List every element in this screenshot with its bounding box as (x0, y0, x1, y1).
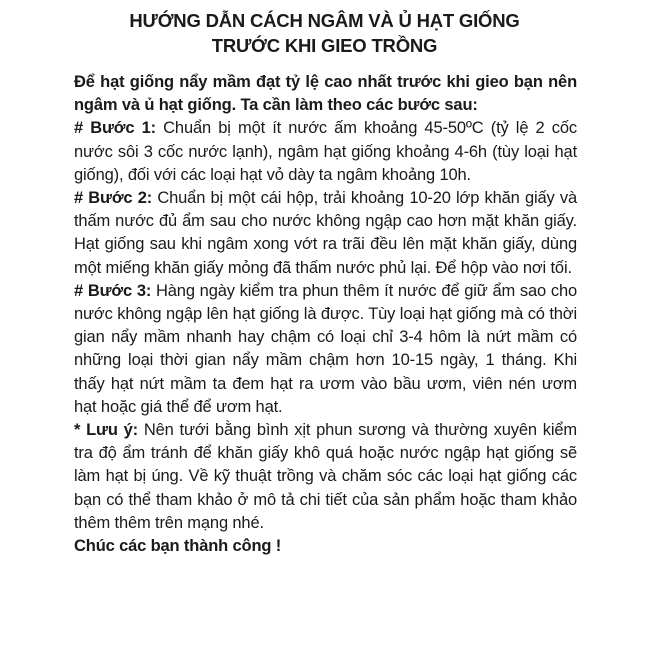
step-3-label: # Bước 3: (74, 281, 152, 300)
title-line-2: TRƯỚC KHI GIEO TRỒNG (211, 35, 438, 56)
step-2-text: Chuẩn bị một cái hộp, trải khoảng 10-20 lớp khăn giấy và thấm nước đủ ẩm sau cho nước không ngập cao hơn mặt khăn giấy. Hạt giống sau khi ngâm xong vớt ra trãi đều lên mặt khăn giấy, dùng một miếng khăn giấy mỏng đã thấm nước phủ lại. Để hộp vào nơi tối. (74, 189, 578, 277)
step-1-text: Chuẩn bị một ít nước ấm khoảng 45-50ºC (tỷ lệ 2 cốc nước sôi 3 cốc nước lạnh), ngâm hạt giống khoảng 4-6h (tùy loại hạt giống), đối với các loại hạt vỏ dày ta ngâm khoảng 10h. (74, 119, 577, 184)
note-label: * Lưu ý: (74, 421, 139, 440)
step-3-paragraph (74, 280, 577, 419)
step-2-paragraph (74, 187, 577, 280)
step-1-paragraph (74, 117, 577, 187)
note-paragraph (74, 419, 577, 535)
note-text: Nên tưới bằng bình xịt phun sương và thường xuyên kiểm tra độ ẩm tránh để khăn giấy khô quá hoặc nước ngập hạt giống sẽ làm hạt bị úng. Về kỹ thuật trồng và chăm sóc các loại hạt giống các bạn có thể tham khảo ở mô tả chi tiết của sản phẩm hoặc tham khảo thêm thêm trên mạng nhé. (74, 421, 577, 532)
step-2-label: # Bước 2: (74, 189, 153, 208)
document-title (0, 8, 649, 58)
title-line-1: HƯỚNG DẪN CÁCH NGÂM VÀ Ủ HẠT GIỐNG (129, 10, 520, 31)
step-3-text: Hàng ngày kiểm tra phun thêm ít nước để giữ ẩm sao cho nước không ngập lên hạt giống là được. Tùy loại hạt giống mà có thời gian nẩy mầm nhanh hay chậm có loại chỉ 3-4 hôm là nứt mầm có những loại thời gian nẩy mầm chậm hơn 10-15 ngày, 1 tháng. Khi thấy hạt nứt mầm ta đem hạt ra ươm vào bầu ươm, viên nén ươm hạt hoặc giá thể để ươm hạt. (74, 281, 577, 416)
step-1-label: # Bước 1: (74, 119, 156, 138)
closing-line: Chúc các bạn thành công ! (74, 537, 282, 556)
intro-paragraph: Để hạt giống nẩy mầm đạt tỷ lệ cao nhất trước khi gieo bạn nên ngâm và ủ hạt giống. Ta cần làm theo các bước sau: (74, 73, 577, 115)
document-body (74, 71, 577, 558)
